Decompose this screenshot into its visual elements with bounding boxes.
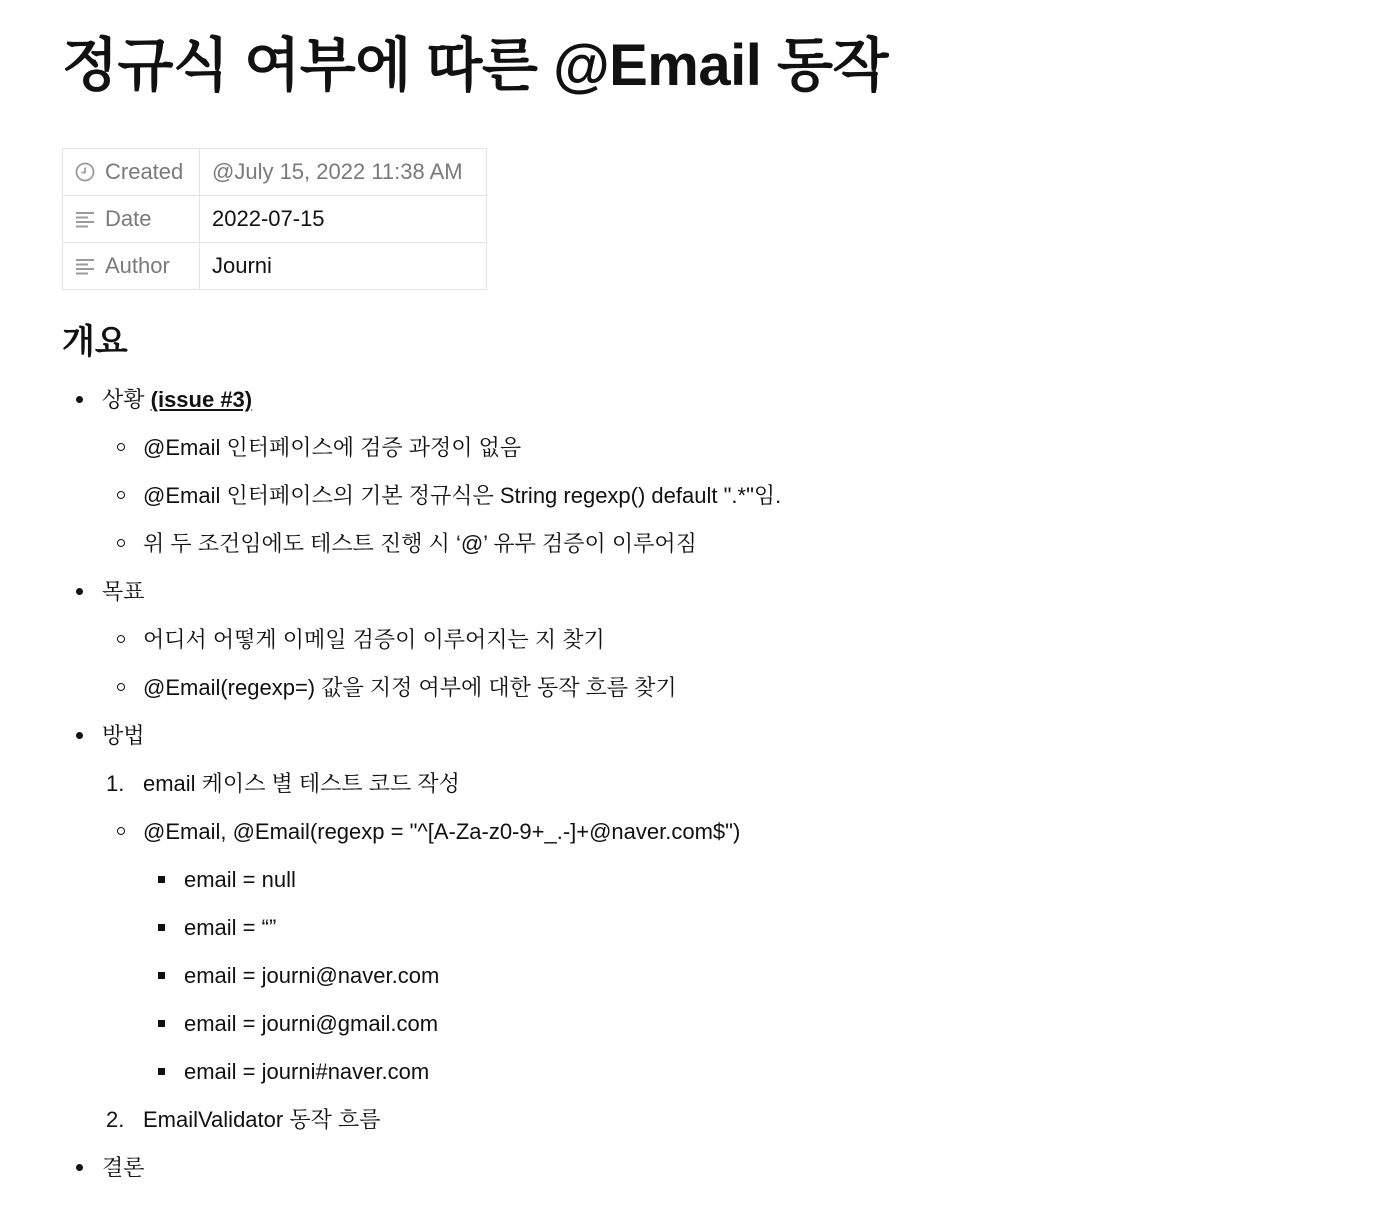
list-item-text: EmailValidator 동작 흐름 <box>143 1107 381 1132</box>
property-value-date[interactable]: 2022-07-15 <box>200 196 487 243</box>
text-lines-icon <box>75 209 95 229</box>
property-value-author[interactable]: Journi <box>200 243 487 290</box>
properties-table <box>62 148 487 290</box>
list-item-text: @Email(regexp=) 값을 지정 여부에 대한 동작 흐름 찾기 <box>143 675 677 700</box>
list-item <box>62 472 1362 520</box>
list-number: 1. <box>106 771 125 796</box>
list-item-text: email 케이스 별 테스트 코드 작성 <box>143 771 460 796</box>
list-item-text: email = “” <box>184 915 277 940</box>
list-item-text: email = null <box>184 867 296 892</box>
list-item-text: 위 두 조건임에도 테스트 진행 시 ‘@’ 유무 검증이 이루어짐 <box>143 531 697 556</box>
section-heading: 개요 <box>62 323 128 361</box>
property-key: Date <box>105 206 152 231</box>
list-item <box>62 520 1362 568</box>
list-item-text: email = journi@naver.com <box>184 963 440 988</box>
clock-icon <box>75 162 95 182</box>
list-item <box>62 664 1362 712</box>
list-item-conclusion <box>62 1144 1362 1192</box>
list-item-text: email = journi#naver.com <box>184 1059 430 1084</box>
property-row-created <box>63 149 487 196</box>
list-item-method <box>62 712 1362 760</box>
list-item-text: @Email 인터페이스의 기본 정규식은 String regexp() default ".*"임. <box>143 483 782 508</box>
page <box>62 0 1362 1192</box>
property-key-cell <box>63 243 200 290</box>
property-row-author <box>63 243 487 290</box>
property-value-created[interactable]: @July 15, 2022 11:38 AM <box>200 149 487 196</box>
outline-list <box>62 376 1362 1192</box>
list-item-text: 어디서 어떻게 이메일 검증이 이루어지는 지 찾기 <box>143 627 605 652</box>
numbered-item <box>62 760 1362 808</box>
list-item-goal <box>62 568 1362 616</box>
list-number: 2. <box>106 1107 125 1132</box>
list-item-text: @Email, @Email(regexp = "^[A-Za-z0-9+_.-]+@naver.com$") <box>143 819 741 844</box>
list-item <box>62 856 1362 904</box>
property-key-cell <box>63 196 200 243</box>
list-item <box>62 1000 1362 1048</box>
list-item <box>62 952 1362 1000</box>
list-item <box>62 904 1362 952</box>
list-item <box>62 424 1362 472</box>
list-item-text: @Email 인터페이스에 검증 과정이 없음 <box>143 435 522 460</box>
list-item-situation <box>62 376 1362 424</box>
list-item <box>62 616 1362 664</box>
property-key: Author <box>105 253 170 278</box>
list-item-text: 방법 <box>102 723 145 748</box>
text-lines-icon <box>75 256 95 276</box>
numbered-item <box>62 1096 1362 1144</box>
issue-link[interactable]: (issue #3) <box>150 387 253 412</box>
list-item-text: 목표 <box>102 579 145 604</box>
property-key: Created <box>105 159 184 184</box>
list-item <box>62 808 1362 856</box>
list-item <box>62 1048 1362 1096</box>
list-item-text: 결론 <box>102 1155 145 1180</box>
list-item-text <box>102 376 252 424</box>
property-key-cell <box>63 149 200 196</box>
situation-label: 상황 <box>102 387 151 412</box>
list-item-text: email = journi@gmail.com <box>184 1011 439 1036</box>
page-title: 정규식 여부에 따른 @Email 동작 <box>62 33 889 98</box>
property-row-date <box>63 196 487 243</box>
